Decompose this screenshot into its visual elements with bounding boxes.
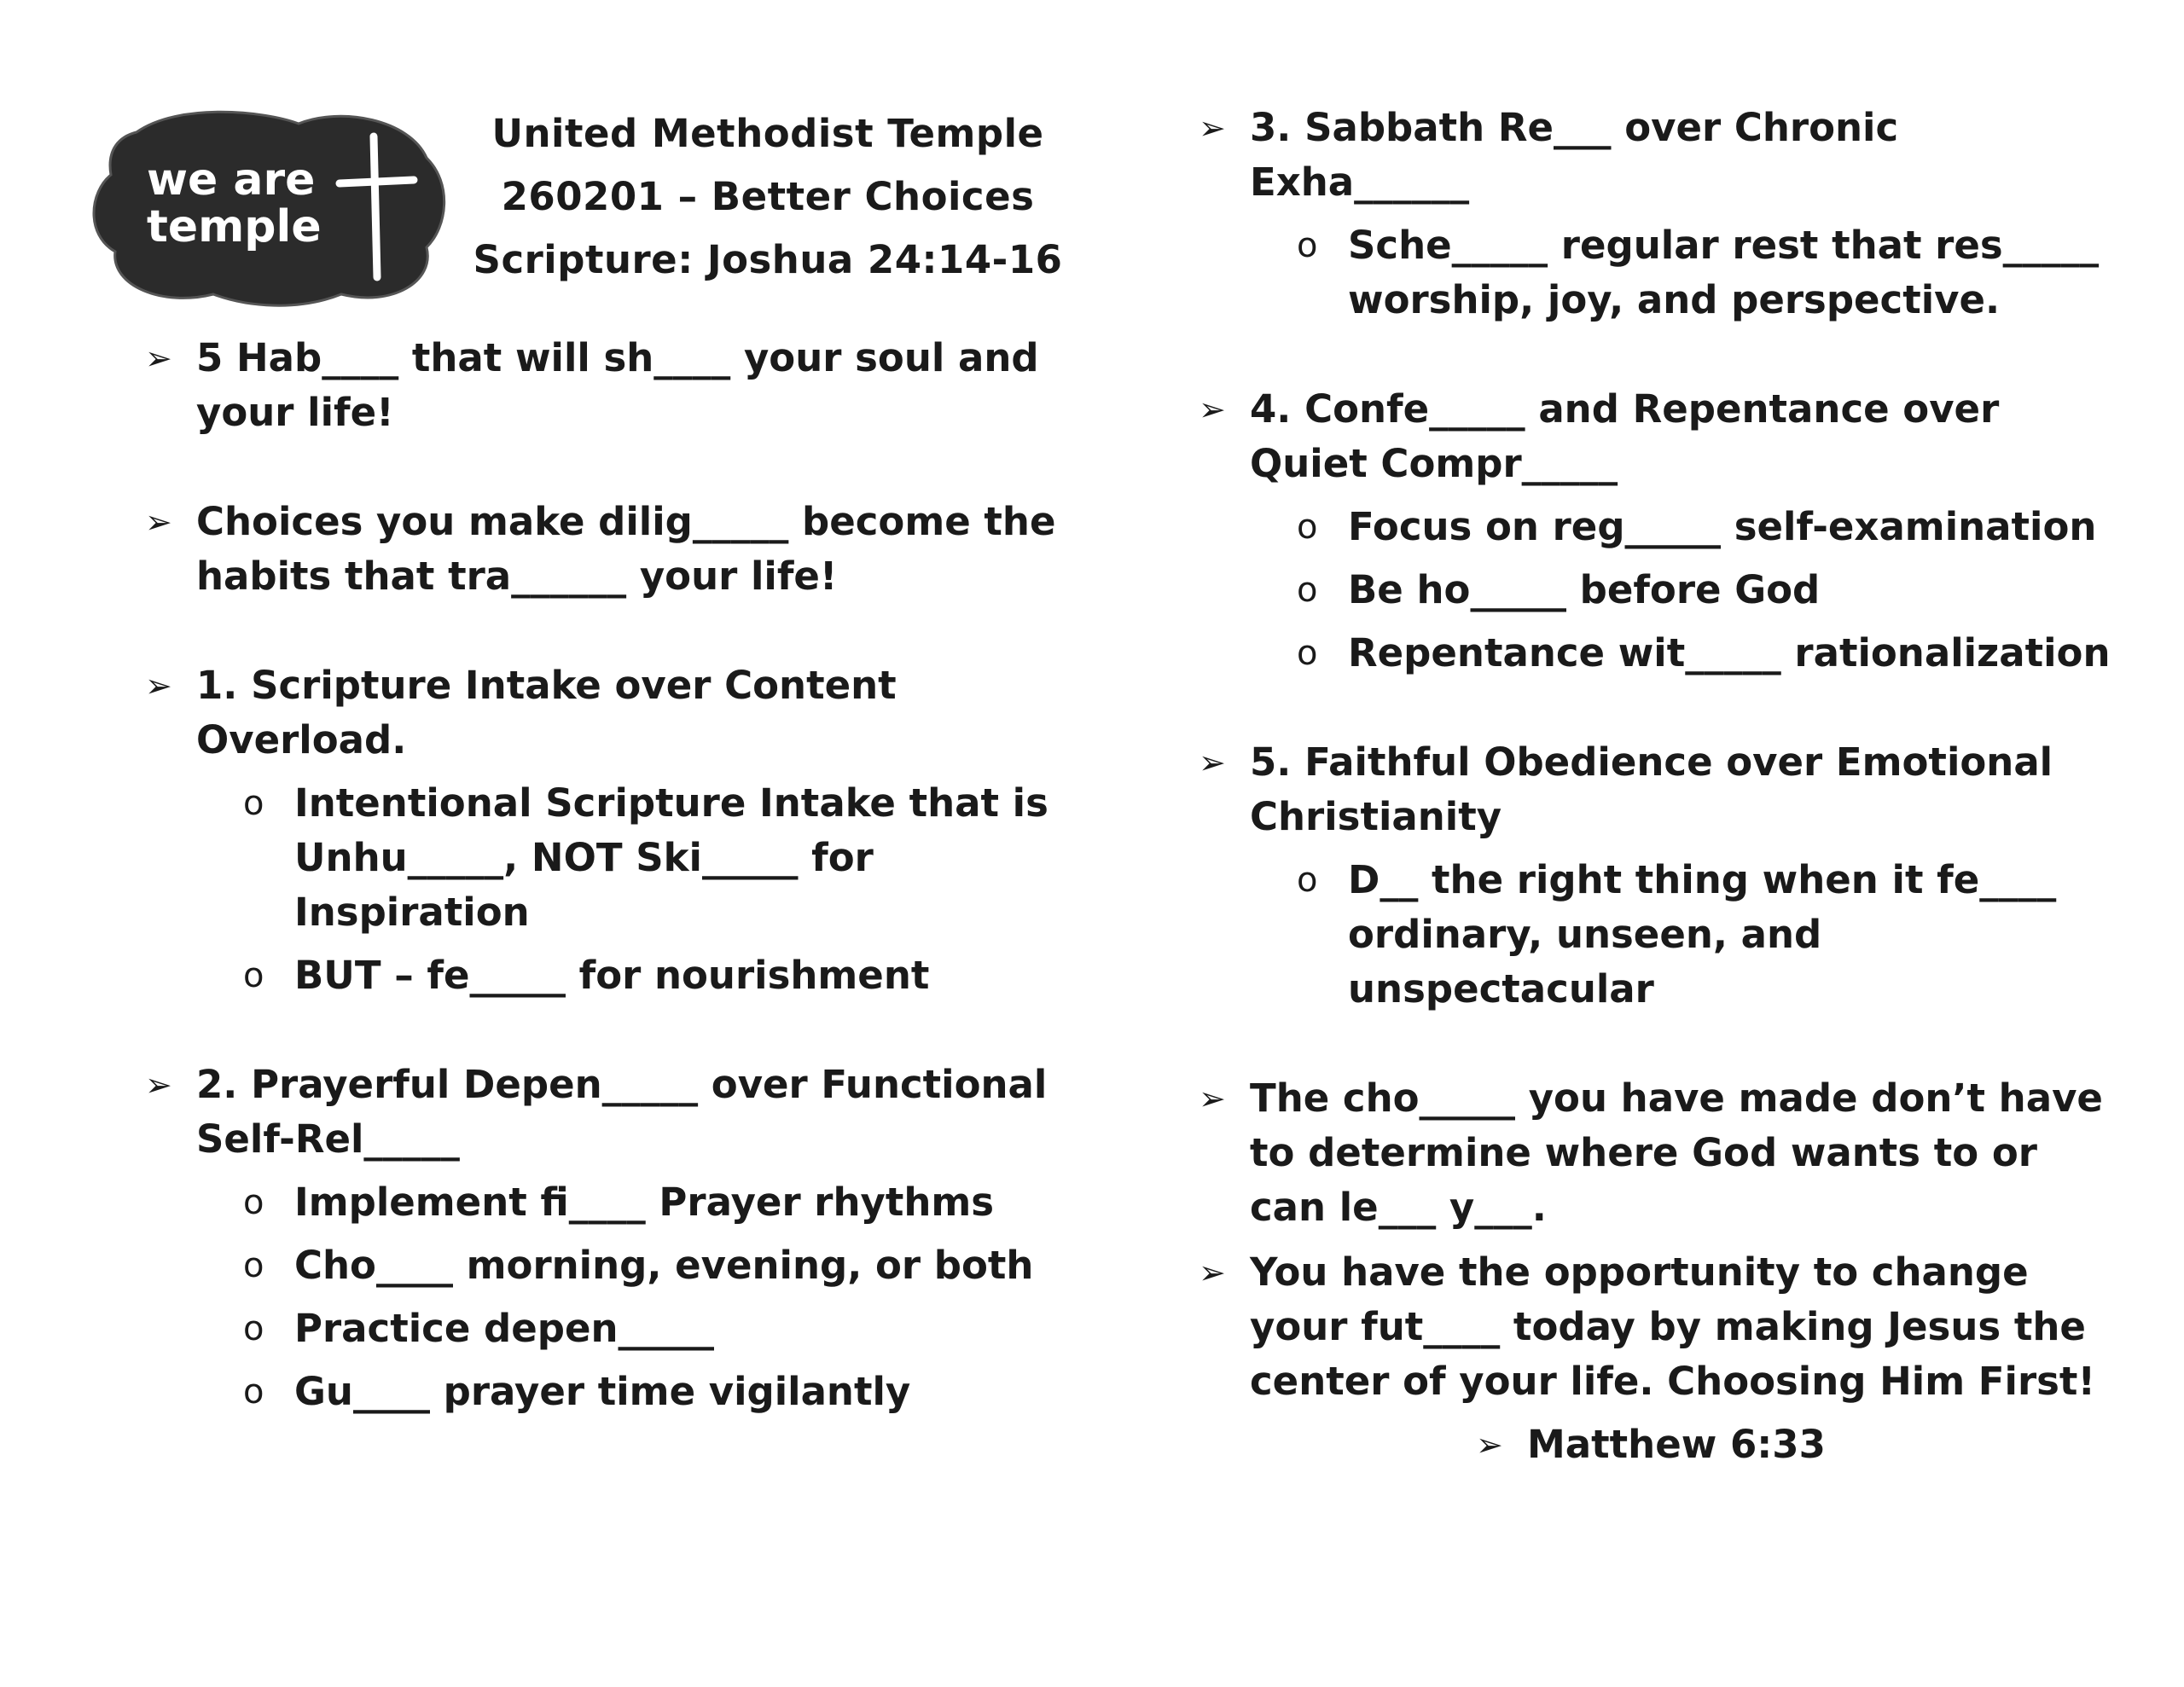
arrow-bullet-icon: ➢ <box>145 339 172 377</box>
bullet-text: You have the opportunity to change your fut____ today by making Jesus the center of your life. Choosing Him First! <box>1250 1249 2095 1404</box>
arrow-bullet-icon: ➢ <box>145 1066 172 1104</box>
arrow-bullet-icon: ➢ <box>1476 1426 1503 1464</box>
point-text: Practice depen_____ <box>294 1306 715 1351</box>
circle-bullet-icon: o <box>243 1183 264 1222</box>
arrow-bullet-icon: ➢ <box>145 503 172 541</box>
church-name: United Methodist Temple <box>491 111 1044 156</box>
section-1-point <box>145 948 1066 1003</box>
point-text: D__ the right thing when it fe____ ordinary, unseen, and unspectacular <box>1348 857 2057 1012</box>
section-3-heading <box>1199 101 2120 210</box>
we-are-temple-logo <box>85 98 452 311</box>
section-title: 1. Scripture Intake over Content Overload. <box>196 663 897 762</box>
section-title: 5. Faithful Obedience over Emotional Christianity <box>1250 739 2053 839</box>
section-title: 3. Sabbath Re___ over Chronic Exha______ <box>1250 105 1899 205</box>
point-text: Implement fi____ Prayer rhythms <box>294 1180 995 1225</box>
point-text: Focus on reg_____ self-examination <box>1348 504 2097 549</box>
bullet-text: The cho_____ you have made don’t have to determine where God wants to or can le___ y___. <box>1250 1075 2103 1230</box>
section-2-heading <box>145 1058 1066 1167</box>
section-4-point <box>1199 563 2120 617</box>
bullet-opportunity <box>1199 1245 2120 1409</box>
point-text: Gu____ prayer time vigilantly <box>294 1369 911 1414</box>
circle-bullet-icon: o <box>243 1246 264 1285</box>
sermon-title: 260201 – Better Choices <box>501 174 1035 219</box>
section-2-point <box>145 1301 1066 1356</box>
circle-bullet-icon: o <box>243 1309 264 1348</box>
arrow-bullet-icon: ➢ <box>1199 109 1226 147</box>
arrow-bullet-icon: ➢ <box>1199 391 1226 428</box>
section-title: 2. Prayerful Depen_____ over Functional Self-Rel_____ <box>196 1062 1048 1162</box>
section-title: 4. Confe_____ and Repentance over Quiet Compr_____ <box>1250 386 2000 486</box>
point-text: Sche_____ regular rest that res_____ worship, joy, and perspective. <box>1348 223 2100 322</box>
arrow-bullet-icon: ➢ <box>145 667 172 704</box>
section-3-point <box>1199 218 2120 328</box>
scripture-reference: Scripture: Joshua 24:14-16 <box>473 237 1063 282</box>
section-4-point <box>1199 626 2120 681</box>
circle-bullet-icon: o <box>243 784 264 823</box>
circle-bullet-icon: o <box>1297 861 1318 900</box>
bullet-choices <box>145 495 1066 604</box>
point-text: BUT – fe_____ for nourishment <box>294 953 930 998</box>
left-column <box>145 331 1066 1419</box>
arrow-bullet-icon: ➢ <box>1199 1080 1226 1117</box>
arrow-bullet-icon: ➢ <box>1199 744 1226 781</box>
section-2-point <box>145 1175 1066 1230</box>
bullet-choices-made <box>1199 1071 2120 1235</box>
circle-bullet-icon: o <box>243 956 264 995</box>
section-2-point <box>145 1238 1066 1293</box>
point-text: Intentional Scripture Intake that is Unhu_____, NOT Ski_____ for Inspiration <box>294 780 1048 935</box>
arrow-bullet-icon: ➢ <box>1199 1254 1226 1291</box>
bullet-text: Choices you make dilig_____ become the habits that tra______ your life! <box>196 499 1056 599</box>
reference-text: Matthew 6:33 <box>1527 1422 1826 1467</box>
circle-bullet-icon: o <box>1297 507 1318 547</box>
point-text: Be ho_____ before God <box>1348 567 1821 612</box>
right-column <box>1199 101 2120 1472</box>
logo-line2: temple <box>147 201 322 252</box>
point-text: Cho____ morning, evening, or both <box>294 1243 1034 1288</box>
section-4-point <box>1199 500 2120 554</box>
circle-bullet-icon: o <box>1297 634 1318 673</box>
handout-header <box>461 102 1075 292</box>
section-1-heading <box>145 658 1066 768</box>
circle-bullet-icon: o <box>243 1372 264 1412</box>
logo-line1: we are <box>147 154 316 206</box>
bullet-text: 5 Hab____ that will sh____ your soul and your life! <box>196 335 1039 435</box>
closing-reference <box>1476 1417 2120 1472</box>
circle-bullet-icon: o <box>1297 226 1318 265</box>
section-5-point <box>1199 853 2120 1017</box>
bullet-intro <box>145 331 1066 440</box>
section-2-point <box>145 1365 1066 1419</box>
point-text: Repentance wit_____ rationalization <box>1348 630 2111 675</box>
circle-bullet-icon: o <box>1297 571 1318 610</box>
section-5-heading <box>1199 735 2120 844</box>
section-4-heading <box>1199 382 2120 491</box>
section-1-point <box>145 776 1066 940</box>
